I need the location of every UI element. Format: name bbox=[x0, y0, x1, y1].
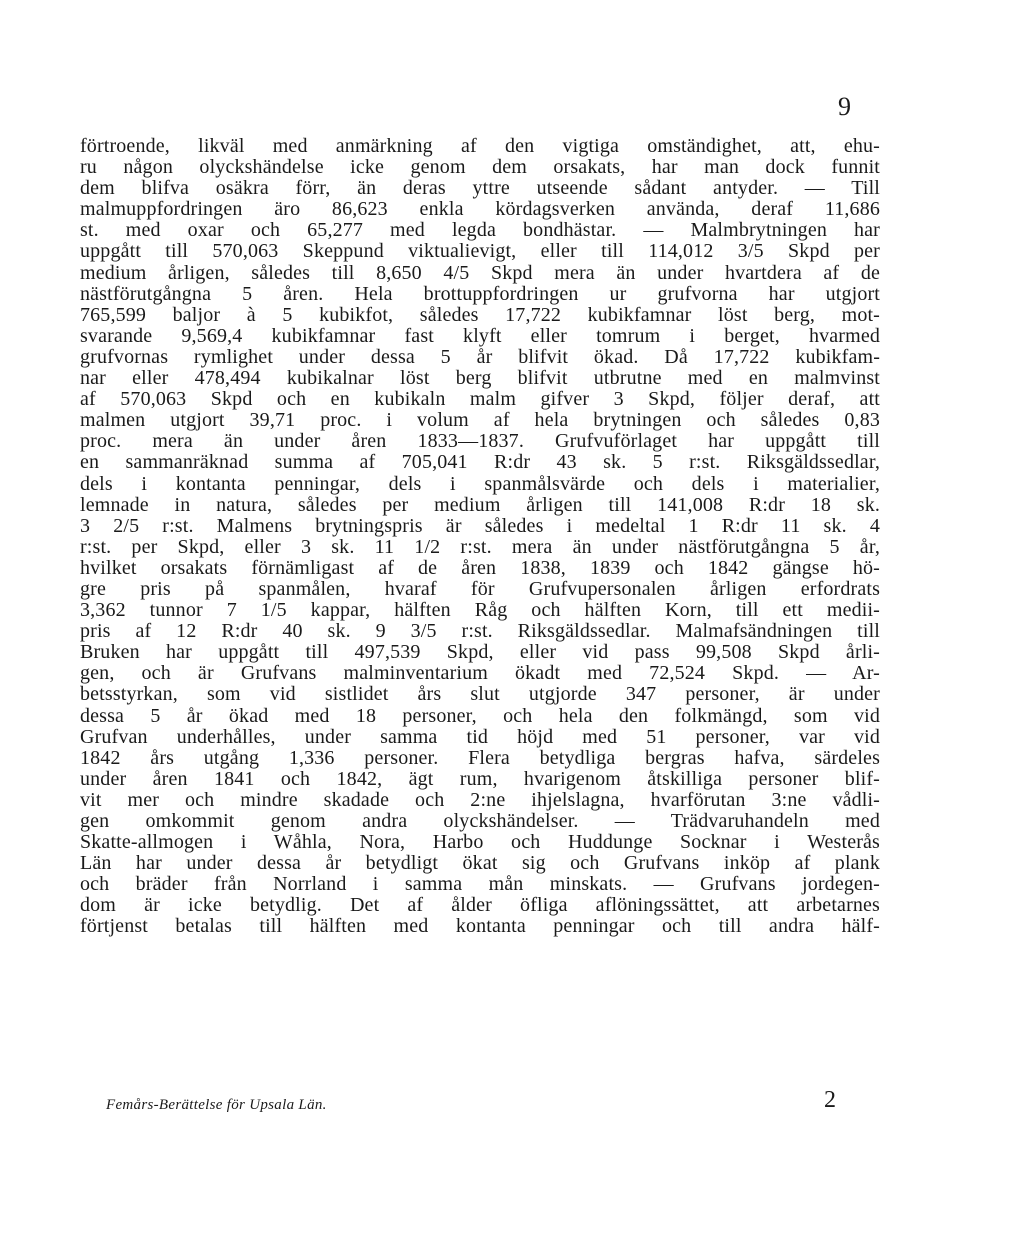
signature-mark: 2 bbox=[824, 1087, 836, 1113]
text-line: uppgått till 570,063 Skeppund viktualievigt, eller till 114,012 3/5 Skpd per bbox=[80, 240, 880, 263]
text-line: malmuppfordringen äro 86,623 enkla kördagsverken använda, deraf 11,686 bbox=[80, 198, 880, 221]
text-line: gre pris på spanmålen, hvaraf för Grufvupersonalen årligen erfordrats bbox=[80, 577, 880, 600]
text-line: Grufvan underhålles, under samma tid höjd med 51 personer, var vid bbox=[80, 725, 880, 748]
text-line: nar eller 478,494 kubikalnar löst berg blifvit utbrutne med en malmvinst bbox=[80, 367, 880, 390]
text-line: af 570,063 Skpd och en kubikaln malm gifver 3 Skpd, följer deraf, att bbox=[80, 388, 880, 411]
text-line: medium årligen, således till 8,650 4/5 Skpd mera än under hvartdera af de bbox=[80, 261, 880, 284]
text-line: gen, och är Grufvans malminventarium ökadt med 72,524 Skpd. — Ar- bbox=[80, 662, 880, 685]
text-line: st. med oxar och 65,277 med legda bondhästar. — Malmbrytningen har bbox=[80, 219, 880, 242]
text-line: pris af 12 R:dr 40 sk. 9 3/5 r:st. Riksgäldssedlar. Malmafsändningen till bbox=[80, 620, 880, 643]
text-line: lemnade in natura, således per medium årligen till 141,008 R:dr 18 sk. bbox=[80, 493, 880, 516]
text-line: dels i kontanta penningar, dels i spanmålsvärde och dels i materialier, bbox=[80, 472, 880, 495]
text-line: nästförutgångna 5 åren. Hela brottuppfordringen ur grufvorna har utgjort bbox=[80, 282, 880, 305]
text-line: dem blifva osäkra förr, än deras yttre utseende sådant antyder. — Till bbox=[80, 177, 880, 200]
text-line: Bruken har uppgått till 497,539 Skpd, eller vid pass 99,508 Skpd årli- bbox=[80, 641, 880, 664]
text-line: dom är icke betydlig. Det af ålder öfliga aflöningssättet, att arbetarnes bbox=[80, 894, 880, 917]
text-line: dessa 5 år ökad med 18 personer, och hela den folkmängd, som vid bbox=[80, 704, 880, 727]
text-line: r:st. per Skpd, eller 3 sk. 11 1/2 r:st. mera än under nästförutgångna 5 år, bbox=[80, 535, 880, 558]
text-line: proc. mera än under åren 1833—1837. Grufvuförlaget har uppgått till bbox=[80, 430, 880, 453]
page-footer bbox=[106, 1086, 846, 1116]
text-line: 3,362 tunnor 7 1/5 kappar, hälften Råg och hälften Korn, till ett medii- bbox=[80, 599, 880, 622]
text-line: 1842 års utgång 1,336 personer. Flera betydliga bergras hafva, särdeles bbox=[80, 746, 880, 769]
text-line: vit mer och mindre skadade och 2:ne ihjelslagna, hvarförutan 3:ne vådli- bbox=[80, 788, 880, 811]
text-line: 765,599 baljor à 5 kubikfot, således 17,722 kubikfamnar löst berg, mot- bbox=[80, 303, 880, 326]
text-line: förtjenst betalas till hälften med kontanta penningar och till andra hälf- bbox=[80, 915, 880, 938]
text-line: och bräder från Norrland i samma mån minskats. — Grufvans jordegen- bbox=[80, 873, 880, 896]
text-line: under åren 1841 och 1842, ägt rum, hvarigenom åtskilliga personer blif- bbox=[80, 767, 880, 790]
page-number: 9 bbox=[838, 92, 851, 121]
text-line: en sammanräknad summa af 705,041 R:dr 43 sk. 5 r:st. Riksgäldssedlar, bbox=[80, 451, 880, 474]
body-text bbox=[80, 136, 880, 938]
text-line: gen omkommit genom andra olyckshändelser. — Trädvaruhandeln med bbox=[80, 810, 880, 832]
text-line: förtroende, likväl med anmärkning af den vigtiga omständighet, att, ehu- bbox=[80, 135, 880, 157]
text-line: hvilket orsakats förnämligast af de åren 1838, 1839 och 1842 gängse hö- bbox=[80, 556, 880, 579]
text-line: 3 2/5 r:st. Malmens brytningspris är således i medeltal 1 R:dr 11 sk. 4 bbox=[80, 514, 880, 537]
text-line: svarande 9,569,4 kubikfamnar fast klyft eller tomrum i berget, hvarmed bbox=[80, 324, 880, 347]
text-line: Län har under dessa år betydligt ökat sig och Grufvans inköp af plank bbox=[80, 852, 880, 875]
text-line: ru någon olyckshändelse icke genom dem orsakats, har man dock funnit bbox=[80, 156, 880, 179]
footer-signature: Femårs-Berättelse för Upsala Län. bbox=[106, 1097, 327, 1113]
text-line: Skatte-allmogen i Wåhla, Nora, Harbo och Huddunge Socknar i Westerås bbox=[80, 831, 880, 854]
text-line: malmen utgjort 39,71 proc. i volum af hela brytningen och således 0,83 bbox=[80, 409, 880, 432]
text-line: betsstyrkan, som vid sistlidet års slut utgjorde 347 personer, är under bbox=[80, 683, 880, 706]
text-line: grufvornas rymlighet under dessa 5 år blifvit ökad. Då 17,722 kubikfam- bbox=[80, 345, 880, 368]
